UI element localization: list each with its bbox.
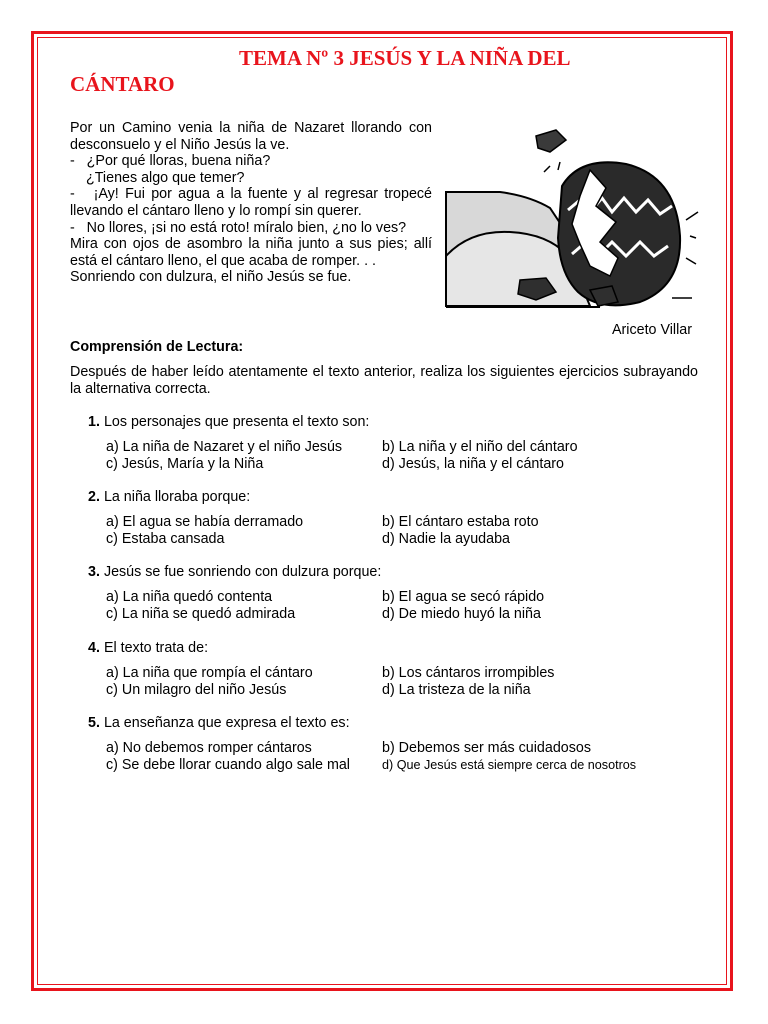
story-text [70, 120, 436, 286]
instructions-text: Después de haber leído atentamente el texto anterior, realiza los siguientes ejercicios subrayando la alternativa correcta. [70, 364, 698, 397]
options-grid [88, 740, 708, 774]
option-c[interactable]: c) Se debe llorar cuando algo sale mal [106, 757, 350, 773]
option-c[interactable]: c) Estaba cansada [106, 531, 225, 547]
option-a[interactable]: a) La niña quedó contenta [106, 589, 273, 605]
question-text: El texto trata de: [103, 640, 209, 656]
question-number: 2. [88, 489, 100, 505]
option-b[interactable]: b) El cántaro estaba roto [382, 514, 539, 530]
question-text: Jesús se fue sonriendo con dulzura porque: [103, 564, 382, 580]
option-a[interactable]: a) La niña que rompía el cántaro [106, 665, 313, 681]
option-b[interactable]: b) Los cántaros irrompibles [382, 665, 555, 681]
story-line: - No llores, ¡si no está roto! míralo bien, ¿no lo ves? [70, 219, 407, 236]
question-stem [88, 564, 708, 581]
options-grid [88, 439, 708, 473]
story-line: Mira con ojos de asombro la niña junto a sus pies; allí está el cántaro lleno, el que acaba de romper. . . [70, 236, 432, 269]
question-4 [88, 640, 708, 699]
option-b[interactable]: b) Debemos ser más cuidadosos [382, 740, 591, 756]
option-d[interactable]: d) Que Jesús está siempre cerca de nosotros [382, 758, 637, 772]
option-d[interactable]: d) La tristeza de la niña [382, 682, 531, 698]
question-stem [88, 414, 708, 431]
option-d[interactable]: d) Nadie la ayudaba [382, 531, 510, 547]
question-5 [88, 715, 708, 774]
story-line: - ¿Por qué lloras, buena niña? [70, 153, 271, 170]
option-b[interactable]: b) La niña y el niño del cántaro [382, 439, 578, 455]
question-text: La niña lloraba porque: [103, 489, 251, 505]
option-a[interactable]: a) No debemos romper cántaros [106, 740, 312, 756]
option-d[interactable]: d) De miedo huyó la niña [382, 606, 541, 622]
story-line: - ¡Ay! Fui por agua a la fuente y al regresar tropecé llevando el cántaro lleno y lo rompí sin querer. [70, 186, 436, 219]
question-2 [88, 489, 708, 548]
option-c[interactable]: c) Jesús, María y la Niña [106, 456, 264, 472]
option-c[interactable]: c) Un milagro del niño Jesús [106, 682, 287, 698]
question-text: La enseñanza que expresa el texto es: [103, 715, 350, 731]
question-number: 3. [88, 564, 100, 580]
comprehension-title: Comprensión de Lectura: [70, 339, 244, 355]
broken-jug-on-rock-illustration [440, 126, 702, 312]
page-title-line-1: TEMA Nº 3 JESÚS Y LA NIÑA DEL [239, 46, 571, 70]
option-a[interactable]: a) La niña de Nazaret y el niño Jesús [106, 439, 343, 455]
story-line: Por un Camino venia la niña de Nazaret llorando con desconsuelo y el Niño Jesús la ve. [70, 120, 432, 153]
question-number: 5. [88, 715, 100, 731]
question-3 [88, 564, 708, 623]
options-grid [88, 665, 708, 699]
question-number: 4. [88, 640, 100, 656]
option-c[interactable]: c) La niña se quedó admirada [106, 606, 296, 622]
question-number: 1. [88, 414, 100, 430]
page-title-line-2: CÁNTARO [70, 72, 175, 96]
option-a[interactable]: a) El agua se había derramado [106, 514, 304, 530]
question-stem [88, 489, 708, 506]
option-d[interactable]: d) Jesús, la niña y el cántaro [382, 456, 564, 472]
story-line: Sonriendo con dulzura, el niño Jesús se fue. [70, 269, 352, 286]
options-grid [88, 589, 708, 623]
options-grid [88, 514, 708, 548]
author-name: Ariceto Villar [612, 322, 692, 338]
story-line: ¿Tienes algo que temer? [86, 169, 245, 186]
question-text: Los personajes que presenta el texto son: [103, 414, 370, 430]
option-b[interactable]: b) El agua se secó rápido [382, 589, 545, 605]
question-stem [88, 715, 708, 732]
question-stem [88, 640, 708, 657]
question-1 [88, 414, 708, 473]
